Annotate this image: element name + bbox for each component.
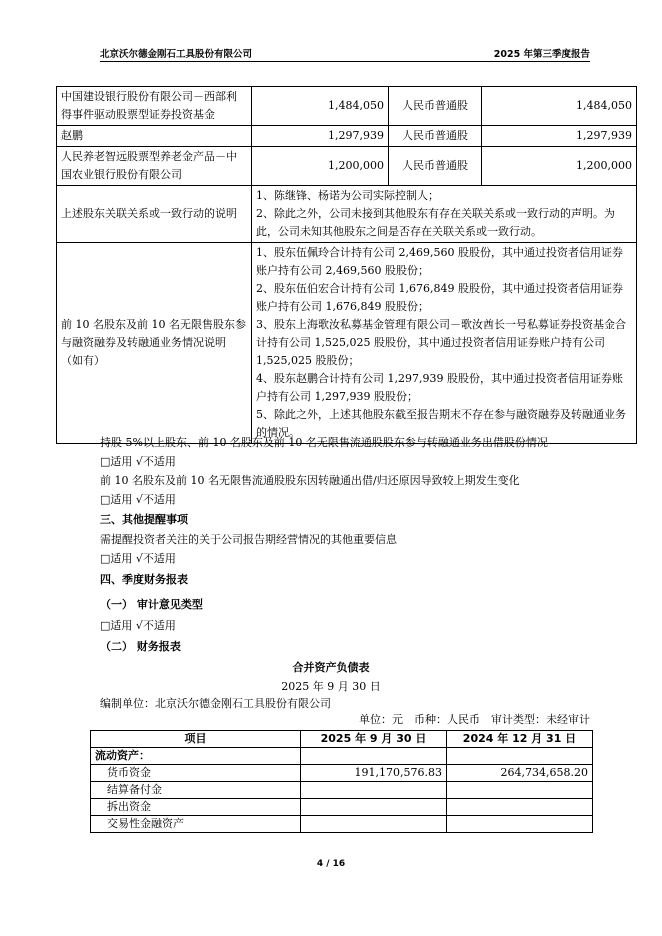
shareholder-name: 中国建设银行股份有限公司－西部利得事件驱动股票型证券投资基金 — [57, 87, 252, 126]
statement-date: 2025 年 9 月 30 日 — [281, 680, 381, 693]
line-item: 交易性金融资产 — [91, 816, 301, 833]
margin-line: 1、股东伍佩玲合计持有公司 2,469,560 股股份，其中通过投资者信用证券账户持有公司 2,469,560 股股份； — [256, 246, 623, 277]
margin-notes — [252, 243, 637, 444]
subsection-heading: （二） 财务报表 — [100, 640, 181, 653]
value-current: 191,170,576.83 — [301, 765, 447, 782]
applicability-option: □适用 √不适用 — [100, 619, 176, 632]
share-type: 人民币普通股 — [389, 147, 482, 186]
value-current — [301, 748, 447, 765]
table-row — [91, 748, 593, 765]
shareholder-name: 人民养老智远股票型养老金产品－中国农业银行股份有限公司 — [57, 147, 252, 186]
unit-currency-audit: 单位：元 币种：人民币 审计类型：未经审计 — [359, 713, 590, 726]
table-row — [91, 816, 593, 833]
shareholder-table — [56, 86, 637, 444]
table-row — [57, 87, 637, 126]
column-header: 项目 — [91, 731, 301, 748]
section-heading: 三、其他提醒事项 — [100, 513, 188, 526]
relation-notes — [252, 186, 637, 243]
share-count: 1,297,939 — [482, 126, 637, 147]
table-row — [57, 186, 637, 243]
category-label: 流动资产： — [91, 748, 301, 765]
margin-line: 2、股东伍伯宏合计持有公司 1,676,849 股股份，其中通过投资者信用证券账户持有公司 1,676,849 股股份； — [256, 282, 623, 313]
header-report-title: 2025 年第三季度报告 — [493, 49, 590, 60]
applicability-option: □适用 √不适用 — [100, 493, 176, 506]
share-type: 人民币普通股 — [389, 87, 482, 126]
page-header — [100, 46, 590, 60]
margin-line: 4、股东赵鹏合计持有公司 1,297,939 股股份，其中通过投资者信用证券账户持有公司 1,297,939 股股份； — [256, 372, 623, 403]
applicability-option: □适用 √不适用 — [100, 455, 176, 468]
relation-line: 1、陈继锋、杨诺为公司实际控制人； — [256, 189, 439, 202]
share-type: 人民币普通股 — [389, 126, 482, 147]
section-heading: 四、季度财务报表 — [100, 573, 188, 586]
change-disclosure: 前 10 名股东及前 10 名无限售流通股股东因转融通出借/归还原因导致较上期发生变化 — [100, 474, 520, 487]
value-current — [301, 816, 447, 833]
shares-held: 1,200,000 — [252, 147, 389, 186]
lending-disclosure: 持股 5%以上股东、前 10 名股东及前 10 名无限售流通股股东参与转融通业务出借股份情况 — [100, 436, 548, 449]
table-row — [57, 147, 637, 186]
column-header: 2024 年 12 月 31 日 — [447, 731, 593, 748]
statement-title: 合并资产负债表 — [292, 661, 370, 674]
reminder-text: 需提醒投资者关注的关于公司报告期经营情况的其他重要信息 — [100, 533, 397, 546]
value-prior — [447, 748, 593, 765]
table-row — [57, 126, 637, 147]
table-header-row — [91, 731, 593, 748]
share-count: 1,200,000 — [482, 147, 637, 186]
line-item: 拆出资金 — [91, 799, 301, 816]
value-prior — [447, 799, 593, 816]
shareholder-name: 赵鹏 — [57, 126, 252, 147]
preparing-entity: 编制单位：北京沃尔德金刚石工具股份有限公司 — [100, 697, 331, 710]
margin-line: 3、股东上海歌汝私募基金管理有限公司－歌汝酋长一号私募证券投资基金合计持有公司 1,525,025 股股份，其中通过投资者信用证券账户持有公司 1,525,025 股股份； — [256, 318, 626, 367]
shares-held: 1,484,050 — [252, 87, 389, 126]
balance-sheet-table — [90, 730, 593, 833]
value-current — [301, 799, 447, 816]
applicability-option: □适用 √不适用 — [100, 552, 176, 565]
value-prior: 264,734,658.20 — [447, 765, 593, 782]
value-current — [301, 782, 447, 799]
table-row — [91, 765, 593, 782]
value-prior — [447, 782, 593, 799]
share-count: 1,484,050 — [482, 87, 637, 126]
header-divider — [100, 61, 590, 62]
table-row — [91, 782, 593, 799]
relation-line: 2、除此之外，公司未接到其他股东有存在关联关系或一致行动的声明。为此，公司未知其他股东之间是否存在关联关系或一致行动。 — [256, 207, 615, 238]
line-item: 货币资金 — [91, 765, 301, 782]
column-header: 2025 年 9 月 30 日 — [301, 731, 447, 748]
subsection-heading: （一） 审计意见类型 — [100, 598, 203, 611]
shares-held: 1,297,939 — [252, 126, 389, 147]
value-prior — [447, 816, 593, 833]
page-number: 4 / 16 — [316, 859, 346, 869]
header-company: 北京沃尔德金刚石工具股份有限公司 — [100, 49, 253, 60]
relation-label: 上述股东关联关系或一致行动的说明 — [57, 186, 252, 243]
table-row — [91, 799, 593, 816]
margin-line: 5、除此之外，上述其他股东截至报告期末不存在参与融资融券及转融通业务的情况。 — [256, 408, 626, 439]
line-item: 结算备付金 — [91, 782, 301, 799]
table-row — [57, 243, 637, 444]
margin-label: 前 10 名股东及前 10 名无限售股东参与融资融券及转融通业务情况说明（如有） — [57, 243, 252, 444]
